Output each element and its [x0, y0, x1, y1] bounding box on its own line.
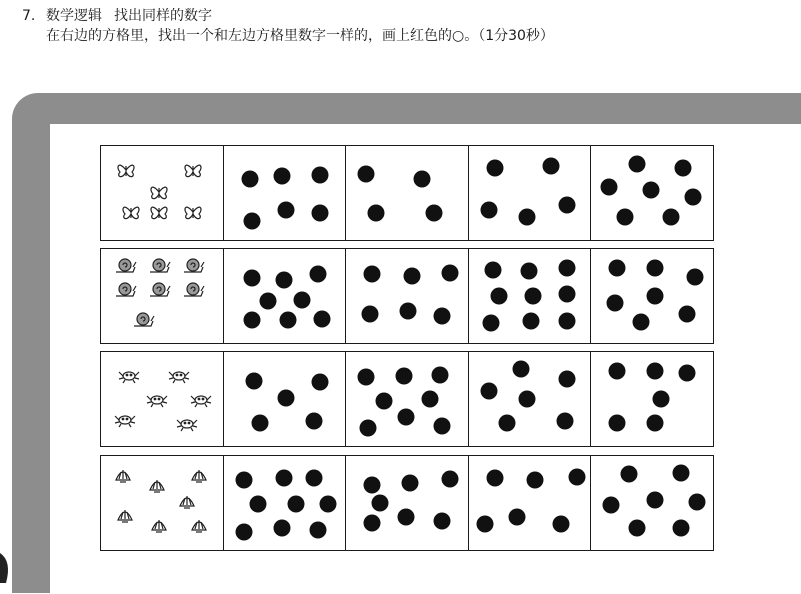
dot [426, 205, 443, 222]
dot [480, 383, 497, 400]
dot [309, 266, 326, 283]
dot [313, 311, 330, 328]
dot-option-box[interactable] [468, 455, 592, 551]
dot-option-box[interactable] [223, 145, 347, 241]
dot [275, 272, 292, 289]
dot-option-box[interactable] [590, 455, 714, 551]
dot [675, 160, 692, 177]
dot-option-box[interactable] [223, 455, 347, 551]
dot [434, 308, 451, 325]
shell-icon [180, 496, 194, 508]
picture-box [100, 248, 224, 344]
dot [558, 371, 575, 388]
question-number: 7. [22, 8, 36, 24]
dot [243, 213, 260, 230]
butterfly-icon [151, 207, 167, 218]
dot [518, 209, 535, 226]
dot [360, 420, 377, 437]
shell-icon [150, 480, 164, 492]
picture-box [100, 455, 224, 551]
dot [275, 470, 292, 487]
dot [243, 270, 260, 287]
dot [364, 477, 381, 494]
butterfly-icon [123, 207, 139, 218]
dot [376, 393, 393, 410]
shell-icon [116, 470, 130, 482]
crab-icon [177, 420, 197, 431]
snail-icon [150, 259, 170, 272]
dot [679, 306, 696, 323]
dot [673, 520, 690, 537]
dot [685, 189, 702, 206]
dot [434, 418, 451, 435]
puzzle-row [100, 455, 714, 551]
dot [609, 363, 626, 380]
dot [558, 260, 575, 277]
dot [568, 469, 585, 486]
dot [558, 313, 575, 330]
dot [277, 390, 294, 407]
crab-icon [119, 372, 139, 383]
dot [362, 306, 379, 323]
dot [241, 171, 258, 188]
dot [647, 260, 664, 277]
butterfly-icon [185, 207, 201, 218]
dot [689, 494, 706, 511]
dot [364, 515, 381, 532]
dot [633, 314, 650, 331]
corner-decoration [0, 543, 14, 583]
dot-option-box[interactable] [223, 248, 347, 344]
dot-option-box[interactable] [345, 248, 469, 344]
dot [243, 312, 260, 329]
dot [508, 509, 525, 526]
dot-option-box[interactable] [345, 455, 469, 551]
dot [364, 266, 381, 283]
dot [609, 260, 626, 277]
dot [522, 313, 539, 330]
dot-option-box[interactable] [590, 248, 714, 344]
dot [603, 497, 620, 514]
puzzle-row [100, 351, 714, 447]
dot [368, 205, 385, 222]
dot [653, 391, 670, 408]
dot [484, 262, 501, 279]
dot [647, 415, 664, 432]
dot [524, 288, 541, 305]
dot [442, 471, 459, 488]
dot [687, 269, 704, 286]
dot [607, 295, 624, 312]
picture-box [100, 145, 224, 241]
dot [305, 470, 322, 487]
dot [526, 472, 543, 489]
dot [402, 475, 419, 492]
dot [486, 160, 503, 177]
dot [486, 470, 503, 487]
dot [372, 495, 389, 512]
question-instruction: 在右边的方格里，找出一个和左边方格里数字一样的，画上红色的○。（1分30秒） [46, 28, 554, 44]
dot [396, 368, 413, 385]
puzzle-row [100, 248, 714, 344]
dot [398, 409, 415, 426]
dot [309, 522, 326, 539]
dot [235, 524, 252, 541]
snail-icon [116, 283, 136, 296]
dot [400, 303, 417, 320]
dot [432, 367, 449, 384]
dot [235, 472, 252, 489]
dot [520, 263, 537, 280]
crab-icon [147, 396, 167, 407]
dot [629, 156, 646, 173]
crab-icon [169, 372, 189, 383]
dot [273, 168, 290, 185]
crab-icon [191, 396, 211, 407]
dot [293, 292, 310, 309]
dot [480, 202, 497, 219]
dot-option-box[interactable] [590, 351, 714, 447]
dot-option-box[interactable] [468, 351, 592, 447]
butterfly-icon [185, 165, 201, 176]
snail-icon [150, 283, 170, 296]
dot [245, 373, 262, 390]
dot [556, 413, 573, 430]
dot [679, 365, 696, 382]
dot [647, 492, 664, 509]
dot [404, 268, 421, 285]
shell-icon [192, 470, 206, 482]
dot [663, 209, 680, 226]
dot [279, 312, 296, 329]
shell-icon [118, 510, 132, 522]
dot-option-box[interactable] [468, 145, 592, 241]
dot [422, 391, 439, 408]
question-subtitle: 找出同样的数字 [114, 8, 212, 24]
dot [358, 369, 375, 386]
dot [311, 205, 328, 222]
dot [512, 361, 529, 378]
dot [311, 167, 328, 184]
dot [601, 179, 618, 196]
dot [398, 509, 415, 526]
dot [629, 520, 646, 537]
dot [311, 374, 328, 391]
dot [498, 415, 515, 432]
dot [442, 265, 459, 282]
dot [287, 496, 304, 513]
dot [249, 496, 266, 513]
dot-option-box[interactable] [468, 248, 592, 344]
butterfly-icon [118, 165, 134, 176]
dot [273, 520, 290, 537]
dot [358, 166, 375, 183]
dot [609, 415, 626, 432]
dot-option-box[interactable] [590, 145, 714, 241]
dot [558, 286, 575, 303]
dot [647, 363, 664, 380]
snail-icon [184, 283, 204, 296]
dot-option-box[interactable] [223, 351, 347, 447]
dot [621, 466, 638, 483]
dot [558, 197, 575, 214]
dot [552, 516, 569, 533]
shell-icon [152, 520, 166, 532]
dot [617, 209, 634, 226]
dot [518, 391, 535, 408]
snail-icon [184, 259, 204, 272]
dot [490, 288, 507, 305]
butterfly-icon [151, 187, 167, 198]
question-title: 数学逻辑 [46, 8, 102, 24]
dot [251, 415, 268, 432]
dot-option-box[interactable] [345, 145, 469, 241]
dot [482, 315, 499, 332]
dot [647, 288, 664, 305]
dot [414, 171, 431, 188]
dot [673, 465, 690, 482]
crab-icon [115, 416, 135, 427]
dot [259, 293, 276, 310]
snail-icon [134, 313, 154, 326]
dot [542, 158, 559, 175]
dot [434, 513, 451, 530]
picture-box [100, 351, 224, 447]
dot [643, 182, 660, 199]
dot-option-box[interactable] [345, 351, 469, 447]
shell-icon [192, 520, 206, 532]
dot [476, 516, 493, 533]
dot [277, 202, 294, 219]
puzzle-row [100, 145, 714, 241]
dot [319, 496, 336, 513]
snail-icon [116, 259, 136, 272]
dot [305, 413, 322, 430]
